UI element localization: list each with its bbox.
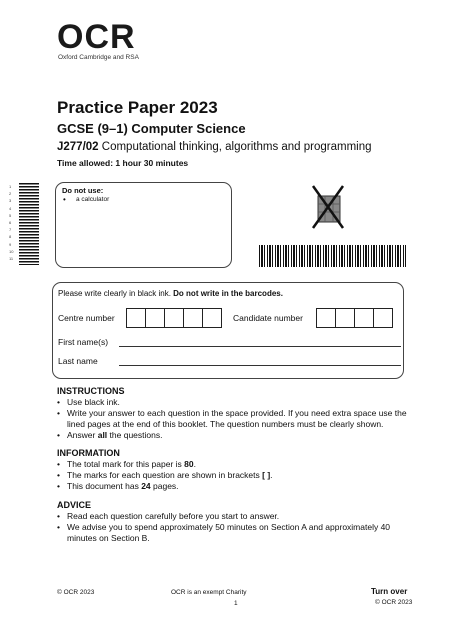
centre-number-field[interactable]: [126, 308, 221, 328]
list-item-text: The marks for each question are shown in brackets: [67, 470, 263, 480]
turn-over: Turn over: [371, 587, 408, 596]
list-item-emphasis: 24: [141, 481, 151, 491]
list-item-text: Answer: [67, 430, 98, 440]
list-item: [57, 430, 409, 441]
candidate-number-label: Candidate number: [233, 313, 303, 323]
form-instruction-bold: Do not write in the barcodes.: [173, 289, 283, 298]
advice-heading: ADVICE: [57, 500, 92, 510]
first-name-field[interactable]: [119, 346, 401, 347]
sidebar-number: 10: [9, 248, 14, 254]
list-item-emphasis: all: [97, 430, 108, 440]
sidebar-number: 2: [9, 191, 12, 197]
paper-code: J277/02: [57, 141, 99, 153]
sidebar-number: 7: [9, 227, 12, 233]
candidate-number-cell[interactable]: [373, 308, 393, 328]
instructions-heading: INSTRUCTIONS: [57, 386, 125, 396]
list-item-emphasis: [ ]: [262, 470, 271, 480]
sidebar-numbers: [9, 183, 15, 262]
information-list: [57, 459, 409, 492]
bullet-icon: •: [63, 195, 66, 204]
footer-charity: OCR is an exempt Charity: [171, 589, 247, 596]
form-instruction-plain: Please write clearly in black ink.: [58, 289, 174, 298]
list-item-text: The total mark for this paper is: [67, 459, 185, 469]
sidebar-number: 8: [9, 234, 12, 240]
centre-number-cell[interactable]: [126, 308, 146, 328]
information-heading: INFORMATION: [57, 448, 120, 458]
advice-list: [57, 511, 409, 544]
footer-copyright: © OCR 2023: [57, 589, 95, 596]
sidebar-number: 3: [9, 198, 12, 204]
list-item-emphasis: 80: [184, 459, 194, 469]
main-barcode: [259, 245, 406, 267]
sidebar-number: 9: [9, 241, 12, 247]
list-item-text: pages.: [150, 481, 179, 491]
page-title: Practice Paper 2023: [57, 98, 218, 117]
crossed-box-icon: [310, 184, 346, 230]
list-item: [57, 459, 409, 470]
paper-name: Computational thinking, algorithms and programming: [98, 141, 372, 153]
ocr-logo: OCR: [57, 18, 136, 56]
candidate-number-field[interactable]: [316, 308, 392, 328]
centre-number-cell[interactable]: [183, 308, 203, 328]
footer-copyright-right: © OCR 2023: [375, 599, 413, 606]
centre-number-label: Centre number: [58, 313, 115, 323]
sidebar-number: 5: [9, 212, 12, 218]
last-name-field[interactable]: [119, 365, 401, 366]
sidebar-number: 4: [9, 205, 12, 211]
do-not-use-item: a calculator: [76, 196, 110, 203]
last-name-label: Last name: [58, 356, 98, 366]
page-number: 1: [234, 600, 238, 607]
list-item-text: the questions.: [107, 430, 163, 440]
list-item: [57, 470, 409, 481]
first-name-label: First name(s): [58, 337, 109, 347]
list-item-text: This document has: [67, 481, 142, 491]
instructions-list: [57, 397, 409, 441]
centre-number-cell[interactable]: [202, 308, 222, 328]
candidate-number-cell[interactable]: [316, 308, 336, 328]
sidebar-number: 1: [9, 184, 12, 189]
time-allowed: Time allowed: 1 hour 30 minutes: [57, 158, 189, 168]
sidebar-number: 6: [9, 220, 12, 226]
qualification-title: GCSE (9–1) Computer Science: [57, 121, 246, 136]
list-item: • We advise you to spend approximately 50 minutes on Section A and approximately 40 minutes on Section B.: [57, 522, 409, 544]
centre-number-cell[interactable]: [145, 308, 165, 328]
list-item: • Read each question carefully before you start to answer.: [57, 511, 409, 522]
sidebar-number: 11: [9, 256, 14, 262]
logo-subtitle: Oxford Cambridge and RSA: [58, 54, 139, 61]
side-barcode: [19, 183, 39, 265]
list-item: • Write your answer to each question in the space provided. If you need extra space use the lined pages at the end of this booklet. The question numbers must be clearly shown.: [57, 408, 409, 430]
candidate-number-cell[interactable]: [335, 308, 355, 328]
do-not-use-title: Do not use:: [62, 186, 104, 195]
form-instruction: [58, 289, 283, 298]
list-item: [57, 481, 409, 492]
candidate-number-cell[interactable]: [354, 308, 374, 328]
list-item: • Use black ink.: [57, 397, 409, 408]
list-item-text: .: [193, 459, 197, 469]
centre-number-cell[interactable]: [164, 308, 184, 328]
list-item-text: .: [270, 470, 273, 480]
paper-title: [57, 141, 372, 153]
